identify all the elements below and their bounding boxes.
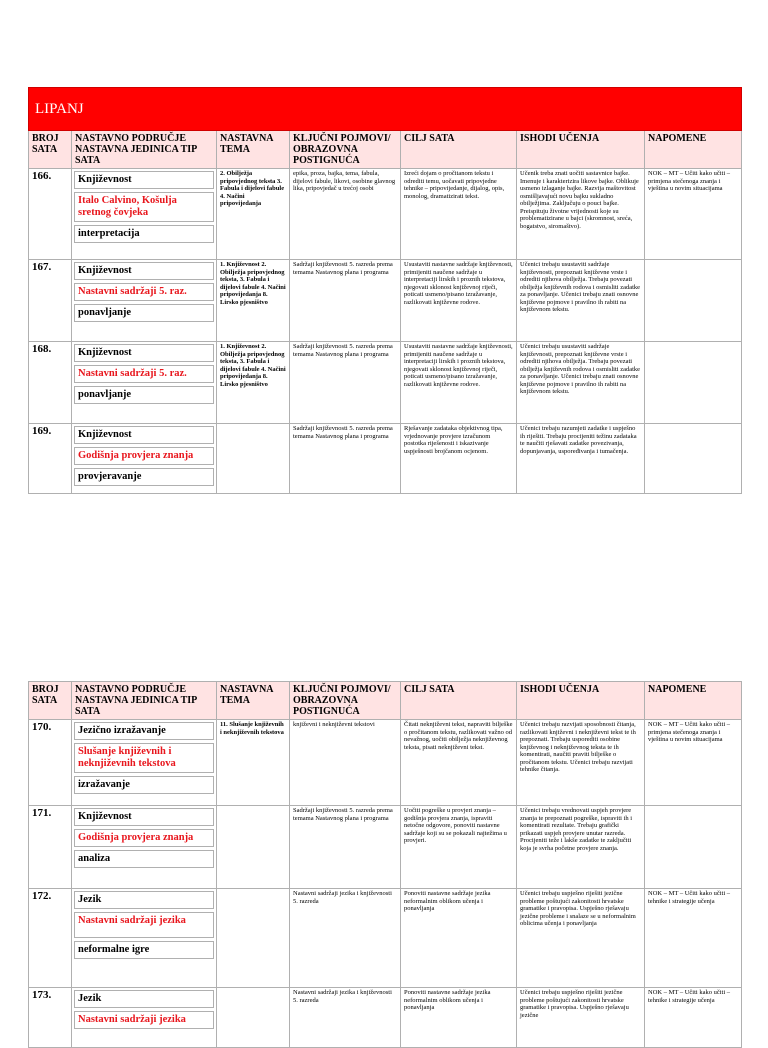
subject-area: Književnost: [74, 262, 214, 280]
table-row: [29, 720, 742, 806]
subject-area: Književnost: [74, 808, 214, 826]
lesson-number: 168.: [29, 342, 72, 424]
lesson-theme: [217, 889, 290, 988]
lesson-number: 171.: [29, 806, 72, 889]
lesson-notes: NOK – MT – Učiti kako učiti – tehnike i strategije učenja: [645, 988, 742, 1048]
lesson-unit-cell: [72, 806, 217, 889]
month-banner: [29, 88, 742, 131]
lesson-notes: NOK – MT – Učiti kako učiti – primjena stečenoga znanja i vještina u novim situacijama: [645, 169, 742, 260]
key-concepts: Sadržaji književnosti 5. razreda prema temama Nastavnog plana i programa: [290, 260, 401, 342]
lesson-title: Slušanje književnih i neknjiževnih tekstova: [74, 743, 214, 773]
lesson-theme: [217, 424, 290, 494]
lesson-number: 167.: [29, 260, 72, 342]
learning-outcomes: Učenici trebaju vrednovati uspjeh provjere znanja te prepoznati pogreške, ispraviti ih i komentirati rezultate. Trebaju grafički prikazati uspjeh provjere unutar razreda. Procijeniti teže i lakše zadatke te zaključiti koja je svrha početne provjere znanja.: [517, 806, 645, 889]
lesson-title: Italo Calvino, Košulja sretnog čovjeka: [74, 192, 214, 222]
table-row: [29, 169, 742, 260]
table-row: [29, 806, 742, 889]
lesson-number: 170.: [29, 720, 72, 806]
header-area: NASTAVNO PODRUČJE NASTAVNA JEDINICA TIP SATA: [72, 682, 217, 720]
lesson-title: Nastavni sadržaji jezika: [74, 1011, 214, 1029]
subject-area: Jezično izražavanje: [74, 722, 214, 740]
key-concepts: Sadržaji književnosti 5. razreda prema temama Nastavnog plana i programa: [290, 806, 401, 889]
lesson-type: provjeravanje: [74, 468, 214, 486]
lesson-unit-cell: [72, 260, 217, 342]
lesson-goal: Usustaviti nastavne sadržaje književnosti, primijeniti naučene sadržaje u interpretaciji lirskih i proznih tekstova, njegovati sklonost književnoj riječi, poticati usmeno/pisano izražavanje, razlikovati književne rodove.: [401, 342, 517, 424]
lesson-title: Nastavni sadržaji 5. raz.: [74, 365, 214, 383]
key-concepts: Sadržaji književnosti 5. razreda prema temama Nastavnog plana i programa: [290, 424, 401, 494]
lesson-goal: Ponoviti nastavne sadržaje jezika neformalnim oblikom učenja i ponavljanja: [401, 889, 517, 988]
lesson-title: Nastavni sadržaji 5. raz.: [74, 283, 214, 301]
header-concepts: KLJUČNI POJMOVI/ OBRAZOVNA POSTIGNUĆA: [290, 682, 401, 720]
header-area: NASTAVNO PODRUČJE NASTAVNA JEDINICA TIP SATA: [72, 131, 217, 169]
lesson-notes: [645, 260, 742, 342]
lesson-unit-cell: [72, 889, 217, 988]
header-num: BROJ SATA: [29, 682, 72, 720]
lesson-goal: Ponoviti nastavne sadržaje jezika neformalnim oblikom učenja i ponavljanja: [401, 988, 517, 1048]
subject-area: Književnost: [74, 171, 214, 189]
lesson-type: analiza: [74, 850, 214, 868]
key-concepts: Sadržaji književnosti 5. razreda prema temama Nastavnog plana i programa: [290, 342, 401, 424]
lesson-notes: NOK – MT – Učiti kako učiti – tehnike i strategije učenja: [645, 889, 742, 988]
lesson-goal: Usustaviti nastavne sadržaje književnosti, primijeniti naučene sadržaje u interpretaciji lirskih i proznih tekstova, njegovati sklonost književnoj riječi, poticati usmeno/pisano izražavanje, razlikovati književne rodove.: [401, 260, 517, 342]
lesson-theme: 11. Slušanje književnih i neknjiževnih tekstova: [217, 720, 290, 806]
header-theme: NASTAVNA TEMA: [217, 131, 290, 169]
header-num: BROJ SATA: [29, 131, 72, 169]
lesson-title: Godišnja provjera znanja: [74, 447, 214, 465]
lesson-type: interpretacija: [74, 225, 214, 243]
subject-area: Književnost: [74, 426, 214, 444]
lesson-type: neformalne igre: [74, 941, 214, 959]
key-concepts: Nastavni sadržaji jezika i književnosti 5. razreda: [290, 889, 401, 988]
lesson-type: izražavanje: [74, 776, 214, 794]
header-outcomes: ISHODI UČENJA: [517, 131, 645, 169]
lesson-unit-cell: [72, 169, 217, 260]
lesson-goal: Rješavanje zadataka objektivnog tipa, vrjednovanje provjere izračunom postotka riješenosti i iskazivanje uspješnosti brojčanom ocjenom.: [401, 424, 517, 494]
lesson-number: 169.: [29, 424, 72, 494]
subject-area: Jezik: [74, 990, 214, 1008]
lesson-notes: NOK – MT – Učiti kako učiti – primjena stečenoga znanja i vještina u novim situacijama: [645, 720, 742, 806]
month-title: LIPANJ: [29, 88, 742, 131]
lesson-theme: 2. Obilježja pripovjednog teksta 3. Fabula i dijelovi fabule 4. Načini pripovijedanja: [217, 169, 290, 260]
lesson-unit-cell: [72, 720, 217, 806]
header-theme: NASTAVNA TEMA: [217, 682, 290, 720]
lesson-notes: [645, 806, 742, 889]
table-row: [29, 342, 742, 424]
lesson-goal: Izreći dojam o pročitanom tekstu i odrediti temu, uočavati pripovjedne tehnike – pripovijedanje, dijalog, opis, monolog, dramatizirati tekst.: [401, 169, 517, 260]
learning-outcomes: Učenici trebaju usustaviti sadržaje književnosti, prepoznati književne vrste i odrediti njihova obilježja. Trebaju povezati obilježja književnih rodova i osmisliti zadatke za ponavljanje. Učenici trebaju znati osnovne književne pojmove i pravilno ih rabiti na književnom tekstu.: [517, 260, 645, 342]
learning-outcomes: Učenici trebaju razvijati sposobnosti čitanja, razlikovati književni i neknjiževni tekst te ih prepoznati. Trebaju usporediti osobine književnog i neknjiževnog teksta te ih komentirati, naučiti praviti bilješke o pročitanom tekstu. Učenici trebaju razvijati tehnike čitanja.: [517, 720, 645, 806]
lesson-theme: 1. Književnost 2. Obilježja pripovjednog teksta, 3. Fabula i dijelovi fabule 4. Načini pripovijedanja 8. Lirsko pjesništvo: [217, 260, 290, 342]
learning-outcomes: Učenik treba znati uočiti sastavnice bajke. Imenuje i karakterizira likove bajke. Oblikuje usmeno izlaganje bajke. Razvija maštovitost osmišljavajući novu bajku sukladno obilježjima. Zaključuju o pouci bajke. Preispituju životne vrijednosti koje su problematizirane u bajci (skromnost, sreća, bogatstvo, siromaštvo).: [517, 169, 645, 260]
lesson-type: ponavljanje: [74, 386, 214, 404]
lesson-notes: [645, 342, 742, 424]
lesson-theme: [217, 988, 290, 1048]
subject-area: Jezik: [74, 891, 214, 909]
lesson-unit-cell: [72, 988, 217, 1048]
learning-outcomes: Učenici trebaju uspješno riješiti jezične probleme poštujući zakonitosti hrvatske gramatike i pravopisa. Uspješno rješavaju jezične probleme i snalaze se u neformalnim oblicima učenja i ponavljanja: [517, 889, 645, 988]
header-notes: NAPOMENE: [645, 682, 742, 720]
table-header: [29, 682, 742, 720]
key-concepts: epika, proza, bajka, tema, fabula, dijelovi fabule, likovi, osobine glavnog lika, pripovjedač u trećoj osobi: [290, 169, 401, 260]
table-header: [29, 131, 742, 169]
lesson-type: ponavljanje: [74, 304, 214, 322]
lesson-unit-cell: [72, 424, 217, 494]
lesson-theme: 1. Književnost 2. Obilježja pripovjednog teksta, 3. Fabula i dijelovi fabule 4. Načini pripovijedanja 8. Lirsko pjesništvo: [217, 342, 290, 424]
lesson-number: 173.: [29, 988, 72, 1048]
table-row: [29, 889, 742, 988]
header-outcomes: ISHODI UČENJA: [517, 682, 645, 720]
lesson-notes: [645, 424, 742, 494]
learning-outcomes: Učenici trebaju razumjeti zadatke i uspješno ih riješiti. Trebaju procijeniti težinu zadataka te naučiti rješavati zadatke povezivanja, dopunjavanja, uspoređivanja i tumačenja.: [517, 424, 645, 494]
learning-outcomes: Učenici trebaju usustaviti sadržaje književnosti, prepoznati književne vrste i odrediti njihova obilježja. Trebaju povezati obilježja književnih rodova i osmisliti zadatke za ponavljanje. Učenici trebaju znati osnovne književne pojmove i pravilno ih rabiti na književnom tekstu.: [517, 342, 645, 424]
learning-outcomes: Učenici trebaju uspješno riješiti jezične probleme poštujući zakonitosti hrvatske gramatike i pravopisa. Uspješno rješavaju jezične: [517, 988, 645, 1048]
header-goal: CILJ SATA: [401, 131, 517, 169]
subject-area: Književnost: [74, 344, 214, 362]
lesson-unit-cell: [72, 342, 217, 424]
table-row: [29, 988, 742, 1048]
header-concepts: KLJUČNI POJMOVI/ OBRAZOVNA POSTIGNUĆA: [290, 131, 401, 169]
lesson-goal: Uočiti pogreške u provjeri znanja – godišnja provjera znanja, ispraviti netočne odgovore, ponoviti nastavne sadržaje koji su se pokazali najtežima u provjeri.: [401, 806, 517, 889]
key-concepts: književni i neknjiževni tekstovi: [290, 720, 401, 806]
lesson-table-page-1: [28, 87, 742, 494]
lesson-table-page-2: [28, 681, 742, 1048]
lesson-number: 172.: [29, 889, 72, 988]
key-concepts: Nastavni sadržaji jezika i književnosti 5. razreda: [290, 988, 401, 1048]
table-row: [29, 424, 742, 494]
header-notes: NAPOMENE: [645, 131, 742, 169]
header-goal: CILJ SATA: [401, 682, 517, 720]
lesson-title: Nastavni sadržaji jezika: [74, 912, 214, 938]
lesson-goal: Čitati neknjiževni tekst, napraviti bilješke o pročitanom tekstu, razlikovati važno od nevažnog, uočiti obilježja neknjiževnog teksta, pisati neknjiževni tekst.: [401, 720, 517, 806]
table-row: [29, 260, 742, 342]
lesson-number: 166.: [29, 169, 72, 260]
lesson-title: Godišnja provjera znanja: [74, 829, 214, 847]
lesson-theme: [217, 806, 290, 889]
